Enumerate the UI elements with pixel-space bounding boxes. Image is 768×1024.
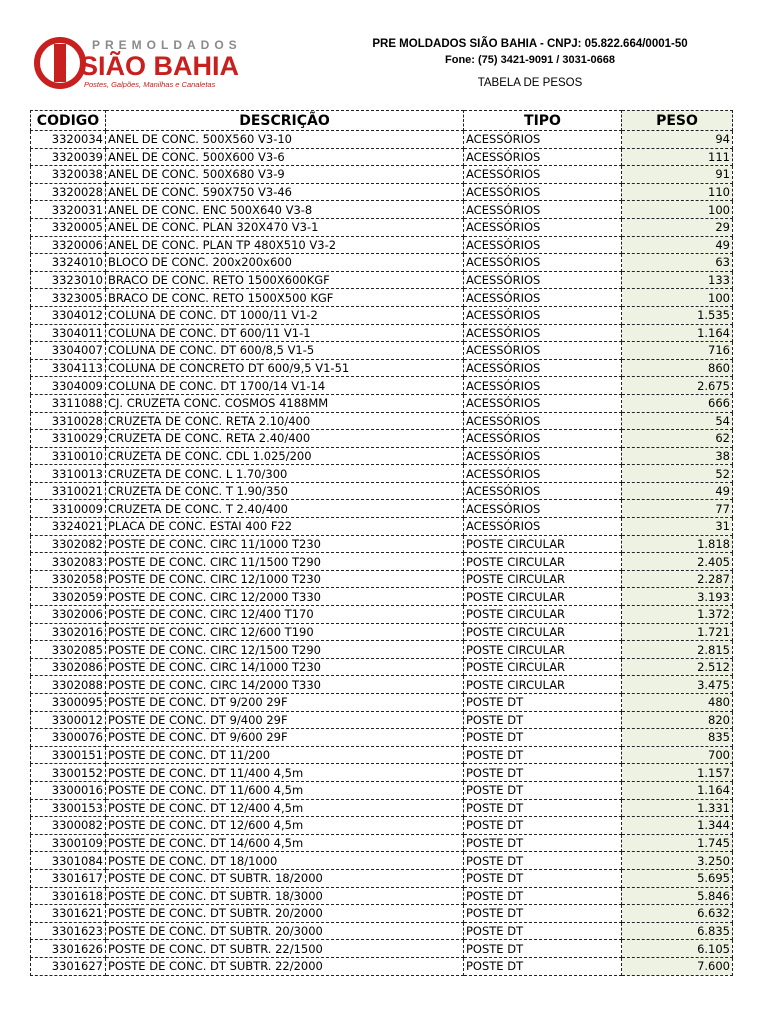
cell-descricao: CRUZETA DE CONC. RETA 2.40/400 bbox=[106, 430, 464, 448]
table-row bbox=[31, 658, 733, 676]
cell-codigo: 3300076 bbox=[31, 729, 106, 747]
table-row bbox=[31, 394, 733, 412]
cell-tipo: ACESSÓRIOS bbox=[464, 447, 622, 465]
cell-peso: 111 bbox=[622, 148, 733, 166]
cell-codigo: 3300151 bbox=[31, 746, 106, 764]
cell-tipo: ACESSÓRIOS bbox=[464, 236, 622, 254]
cell-tipo: POSTE DT bbox=[464, 729, 622, 747]
cell-peso: 716 bbox=[622, 342, 733, 360]
table-row bbox=[31, 342, 733, 360]
cell-codigo: 3311088 bbox=[31, 394, 106, 412]
cell-peso: 2.675 bbox=[622, 377, 733, 395]
cell-codigo: 3304011 bbox=[31, 324, 106, 342]
cell-peso: 1.745 bbox=[622, 834, 733, 852]
cell-descricao: POSTE DE CONC. CIRC 12/2000 T330 bbox=[106, 588, 464, 606]
table-row bbox=[31, 764, 733, 782]
cell-codigo: 3300016 bbox=[31, 781, 106, 799]
cell-codigo: 3304012 bbox=[31, 306, 106, 324]
cell-codigo: 3301084 bbox=[31, 852, 106, 870]
cell-peso: 62 bbox=[622, 430, 733, 448]
cell-tipo: ACESSÓRIOS bbox=[464, 306, 622, 324]
cell-descricao: BRACO DE CONC. RETO 1500X500 KGF bbox=[106, 289, 464, 307]
cell-codigo: 3301618 bbox=[31, 887, 106, 905]
cell-descricao: POSTE DE CONC. CIRC 14/2000 T330 bbox=[106, 676, 464, 694]
table-row bbox=[31, 535, 733, 553]
company-phone-line: Fone: (75) 3421-9091 / 3031-0668 bbox=[445, 54, 615, 66]
cell-peso: 1.331 bbox=[622, 799, 733, 817]
table-row bbox=[31, 957, 733, 975]
cell-codigo: 3301617 bbox=[31, 869, 106, 887]
cell-descricao: ANEL DE CONC. 500X560 V3-10 bbox=[106, 131, 464, 149]
table-row bbox=[31, 799, 733, 817]
cell-codigo: 3320039 bbox=[31, 148, 106, 166]
cell-codigo: 3324021 bbox=[31, 518, 106, 536]
cell-tipo: POSTE CIRCULAR bbox=[464, 606, 622, 624]
cell-codigo: 3310028 bbox=[31, 412, 106, 430]
cell-codigo: 3310021 bbox=[31, 482, 106, 500]
cell-descricao: CRUZETA DE CONC. CDL 1.025/200 bbox=[106, 447, 464, 465]
cell-codigo: 3302088 bbox=[31, 676, 106, 694]
cell-peso: 63 bbox=[622, 254, 733, 272]
cell-peso: 2.815 bbox=[622, 641, 733, 659]
cell-peso: 3.475 bbox=[622, 676, 733, 694]
table-header-row bbox=[31, 111, 733, 131]
cell-tipo: POSTE CIRCULAR bbox=[464, 658, 622, 676]
table-row bbox=[31, 430, 733, 448]
cell-codigo: 3300012 bbox=[31, 711, 106, 729]
cell-codigo: 3302016 bbox=[31, 623, 106, 641]
logo-big-text: SIÃO BAHIA bbox=[80, 51, 240, 81]
cell-tipo: ACESSÓRIOS bbox=[464, 342, 622, 360]
table-row bbox=[31, 922, 733, 940]
cell-codigo: 3323005 bbox=[31, 289, 106, 307]
cell-tipo: ACESSÓRIOS bbox=[464, 377, 622, 395]
cell-codigo: 3301623 bbox=[31, 922, 106, 940]
cell-tipo: ACESSÓRIOS bbox=[464, 430, 622, 448]
cell-descricao: POSTE DE CONC. DT 9/200 29F bbox=[106, 694, 464, 712]
table-row bbox=[31, 711, 733, 729]
cell-peso: 5.695 bbox=[622, 869, 733, 887]
table-row bbox=[31, 500, 733, 518]
cell-codigo: 3304007 bbox=[31, 342, 106, 360]
company-name-line: PRE MOLDADOS SIÃO BAHIA - CNPJ: 05.822.664/0001-50 bbox=[372, 38, 688, 50]
cell-codigo: 3304113 bbox=[31, 359, 106, 377]
table-row bbox=[31, 570, 733, 588]
table-row bbox=[31, 254, 733, 272]
cell-descricao: POSTE DE CONC. DT SUBTR. 18/2000 bbox=[106, 869, 464, 887]
cell-descricao: POSTE DE CONC. DT SUBTR. 18/3000 bbox=[106, 887, 464, 905]
cell-peso: 6.105 bbox=[622, 940, 733, 958]
cell-descricao: COLUNA DE CONCRETO DT 600/9,5 V1-51 bbox=[106, 359, 464, 377]
cell-peso: 1.372 bbox=[622, 606, 733, 624]
table-row bbox=[31, 746, 733, 764]
cell-tipo: POSTE DT bbox=[464, 694, 622, 712]
header-codigo: CODIGO bbox=[31, 111, 106, 131]
table-row bbox=[31, 729, 733, 747]
cell-tipo: POSTE DT bbox=[464, 817, 622, 835]
table-row bbox=[31, 465, 733, 483]
cell-codigo: 3320034 bbox=[31, 131, 106, 149]
cell-tipo: ACESSÓRIOS bbox=[464, 166, 622, 184]
cell-peso: 2.287 bbox=[622, 570, 733, 588]
table-row bbox=[31, 817, 733, 835]
cell-tipo: ACESSÓRIOS bbox=[464, 359, 622, 377]
cell-descricao: POSTE DE CONC. DT 11/400 4,5m bbox=[106, 764, 464, 782]
cell-descricao: POSTE DE CONC. DT 14/600 4,5m bbox=[106, 834, 464, 852]
cell-peso: 1.344 bbox=[622, 817, 733, 835]
cell-codigo: 3300153 bbox=[31, 799, 106, 817]
table-row bbox=[31, 940, 733, 958]
cell-tipo: ACESSÓRIOS bbox=[464, 148, 622, 166]
cell-codigo: 3324010 bbox=[31, 254, 106, 272]
cell-descricao: CRUZETA DE CONC. T 1.90/350 bbox=[106, 482, 464, 500]
cell-descricao: POSTE DE CONC. DT SUBTR. 20/2000 bbox=[106, 905, 464, 923]
table-row bbox=[31, 306, 733, 324]
cell-tipo: POSTE DT bbox=[464, 746, 622, 764]
cell-codigo: 3320028 bbox=[31, 183, 106, 201]
cell-peso: 1.535 bbox=[622, 306, 733, 324]
weights-table bbox=[30, 110, 733, 976]
cell-codigo: 3300082 bbox=[31, 817, 106, 835]
company-logo bbox=[34, 34, 274, 92]
cell-peso: 860 bbox=[622, 359, 733, 377]
cell-codigo: 3310029 bbox=[31, 430, 106, 448]
table-row bbox=[31, 606, 733, 624]
cell-tipo: ACESSÓRIOS bbox=[464, 500, 622, 518]
cell-peso: 666 bbox=[622, 394, 733, 412]
cell-descricao: BLOCO DE CONC. 200x200x600 bbox=[106, 254, 464, 272]
cell-tipo: ACESSÓRIOS bbox=[464, 324, 622, 342]
table-row bbox=[31, 183, 733, 201]
cell-descricao: POSTE DE CONC. CIRC 11/1000 T230 bbox=[106, 535, 464, 553]
cell-tipo: ACESSÓRIOS bbox=[464, 394, 622, 412]
cell-peso: 480 bbox=[622, 694, 733, 712]
table-row bbox=[31, 166, 733, 184]
cell-descricao: BRACO DE CONC. RETO 1500X600KGF bbox=[106, 271, 464, 289]
table-row bbox=[31, 201, 733, 219]
cell-codigo: 3302085 bbox=[31, 641, 106, 659]
table-row bbox=[31, 553, 733, 571]
cell-peso: 6.835 bbox=[622, 922, 733, 940]
cell-codigo: 3320006 bbox=[31, 236, 106, 254]
table-row bbox=[31, 694, 733, 712]
cell-tipo: ACESSÓRIOS bbox=[464, 518, 622, 536]
cell-peso: 49 bbox=[622, 236, 733, 254]
cell-tipo: POSTE CIRCULAR bbox=[464, 676, 622, 694]
cell-tipo: POSTE CIRCULAR bbox=[464, 535, 622, 553]
cell-peso: 94 bbox=[622, 131, 733, 149]
cell-tipo: POSTE DT bbox=[464, 764, 622, 782]
table-row bbox=[31, 518, 733, 536]
cell-peso: 1.164 bbox=[622, 324, 733, 342]
cell-peso: 1.721 bbox=[622, 623, 733, 641]
cell-codigo: 3302059 bbox=[31, 588, 106, 606]
cell-peso: 7.600 bbox=[622, 957, 733, 975]
cell-peso: 77 bbox=[622, 500, 733, 518]
cell-codigo: 3302006 bbox=[31, 606, 106, 624]
table-row bbox=[31, 869, 733, 887]
table-row bbox=[31, 412, 733, 430]
cell-codigo: 3310010 bbox=[31, 447, 106, 465]
table-row bbox=[31, 834, 733, 852]
table-row bbox=[31, 905, 733, 923]
cell-peso: 52 bbox=[622, 465, 733, 483]
cell-descricao: PLACA DE CONC. ESTAI 400 F22 bbox=[106, 518, 464, 536]
cell-codigo: 3310009 bbox=[31, 500, 106, 518]
cell-tipo: ACESSÓRIOS bbox=[464, 201, 622, 219]
cell-peso: 100 bbox=[622, 289, 733, 307]
cell-descricao: POSTE DE CONC. CIRC 12/400 T170 bbox=[106, 606, 464, 624]
cell-codigo: 3301621 bbox=[31, 905, 106, 923]
cell-tipo: POSTE DT bbox=[464, 711, 622, 729]
cell-codigo: 3310013 bbox=[31, 465, 106, 483]
cell-descricao: COLUNA DE CONC. DT 600/11 V1-1 bbox=[106, 324, 464, 342]
table-row bbox=[31, 676, 733, 694]
cell-peso: 2.405 bbox=[622, 553, 733, 571]
cell-tipo: ACESSÓRIOS bbox=[464, 131, 622, 149]
cell-peso: 1.818 bbox=[622, 535, 733, 553]
cell-descricao: ANEL DE CONC. 500X680 V3-9 bbox=[106, 166, 464, 184]
cell-descricao: COLUNA DE CONC. DT 1000/11 V1-2 bbox=[106, 306, 464, 324]
table-row bbox=[31, 887, 733, 905]
table-row bbox=[31, 218, 733, 236]
cell-descricao: POSTE DE CONC. CIRC 12/1000 T230 bbox=[106, 570, 464, 588]
cell-descricao: POSTE DE CONC. CIRC 12/600 T190 bbox=[106, 623, 464, 641]
cell-codigo: 3304009 bbox=[31, 377, 106, 395]
header-tipo: TIPO bbox=[464, 111, 622, 131]
header-peso: PESO bbox=[622, 111, 733, 131]
cell-tipo: POSTE DT bbox=[464, 957, 622, 975]
cell-tipo: POSTE CIRCULAR bbox=[464, 570, 622, 588]
cell-descricao: POSTE DE CONC. DT 12/400 4,5m bbox=[106, 799, 464, 817]
table-row bbox=[31, 377, 733, 395]
cell-tipo: POSTE DT bbox=[464, 781, 622, 799]
cell-descricao: POSTE DE CONC. CIRC 14/1000 T230 bbox=[106, 658, 464, 676]
table-row bbox=[31, 482, 733, 500]
cell-descricao: CJ. CRUZETA CONC. COSMOS 4188MM bbox=[106, 394, 464, 412]
table-row bbox=[31, 641, 733, 659]
cell-codigo: 3320038 bbox=[31, 166, 106, 184]
cell-descricao: POSTE DE CONC. DT 9/600 29F bbox=[106, 729, 464, 747]
logo-bar-icon bbox=[54, 44, 66, 82]
cell-tipo: POSTE CIRCULAR bbox=[464, 641, 622, 659]
cell-tipo: ACESSÓRIOS bbox=[464, 412, 622, 430]
table-row bbox=[31, 852, 733, 870]
cell-tipo: POSTE DT bbox=[464, 922, 622, 940]
cell-tipo: POSTE DT bbox=[464, 799, 622, 817]
cell-descricao: POSTE DE CONC. DT SUBTR. 22/2000 bbox=[106, 957, 464, 975]
cell-tipo: POSTE DT bbox=[464, 905, 622, 923]
cell-peso: 54 bbox=[622, 412, 733, 430]
cell-descricao: ANEL DE CONC. 590X750 V3-46 bbox=[106, 183, 464, 201]
cell-codigo: 3302086 bbox=[31, 658, 106, 676]
table-row bbox=[31, 781, 733, 799]
cell-descricao: POSTE DE CONC. DT 12/600 4,5m bbox=[106, 817, 464, 835]
cell-descricao: POSTE DE CONC. DT 18/1000 bbox=[106, 852, 464, 870]
cell-descricao: POSTE DE CONC. DT 9/400 29F bbox=[106, 711, 464, 729]
cell-descricao: CRUZETA DE CONC. RETA 2.10/400 bbox=[106, 412, 464, 430]
cell-peso: 110 bbox=[622, 183, 733, 201]
cell-peso: 49 bbox=[622, 482, 733, 500]
cell-tipo: POSTE DT bbox=[464, 834, 622, 852]
table-row bbox=[31, 359, 733, 377]
table-row bbox=[31, 236, 733, 254]
cell-peso: 1.157 bbox=[622, 764, 733, 782]
cell-tipo: POSTE CIRCULAR bbox=[464, 623, 622, 641]
cell-tipo: POSTE DT bbox=[464, 940, 622, 958]
cell-tipo: ACESSÓRIOS bbox=[464, 254, 622, 272]
cell-descricao: POSTE DE CONC. DT SUBTR. 22/1500 bbox=[106, 940, 464, 958]
cell-descricao: CRUZETA DE CONC. T 2.40/400 bbox=[106, 500, 464, 518]
cell-peso: 31 bbox=[622, 518, 733, 536]
cell-codigo: 3300152 bbox=[31, 764, 106, 782]
table-row bbox=[31, 289, 733, 307]
cell-tipo: ACESSÓRIOS bbox=[464, 183, 622, 201]
cell-tipo: POSTE CIRCULAR bbox=[464, 588, 622, 606]
table-row bbox=[31, 148, 733, 166]
cell-tipo: POSTE DT bbox=[464, 887, 622, 905]
cell-codigo: 3301627 bbox=[31, 957, 106, 975]
cell-tipo: POSTE DT bbox=[464, 869, 622, 887]
cell-descricao: COLUNA DE CONC. DT 600/8,5 V1-5 bbox=[106, 342, 464, 360]
cell-descricao: POSTE DE CONC. CIRC 12/1500 T290 bbox=[106, 641, 464, 659]
cell-peso: 835 bbox=[622, 729, 733, 747]
table-row bbox=[31, 324, 733, 342]
cell-descricao: POSTE DE CONC. CIRC 11/1500 T290 bbox=[106, 553, 464, 571]
document-title: TABELA DE PESOS bbox=[477, 77, 583, 89]
logo-small-text: PREMOLDADOS bbox=[92, 38, 242, 52]
table-body bbox=[31, 131, 733, 976]
table-row bbox=[31, 588, 733, 606]
cell-tipo: ACESSÓRIOS bbox=[464, 218, 622, 236]
cell-codigo: 3320005 bbox=[31, 218, 106, 236]
cell-codigo: 3323010 bbox=[31, 271, 106, 289]
cell-tipo: ACESSÓRIOS bbox=[464, 465, 622, 483]
table-row bbox=[31, 623, 733, 641]
cell-peso: 91 bbox=[622, 166, 733, 184]
cell-descricao: ANEL DE CONC. PLAN 320X470 V3-1 bbox=[106, 218, 464, 236]
cell-peso: 133 bbox=[622, 271, 733, 289]
cell-peso: 820 bbox=[622, 711, 733, 729]
cell-codigo: 3302082 bbox=[31, 535, 106, 553]
cell-peso: 100 bbox=[622, 201, 733, 219]
cell-descricao: ANEL DE CONC. 500X600 V3-6 bbox=[106, 148, 464, 166]
cell-tipo: POSTE DT bbox=[464, 852, 622, 870]
table-row bbox=[31, 131, 733, 149]
header-descricao: DESCRIÇÃO bbox=[106, 111, 464, 131]
cell-descricao: POSTE DE CONC. DT 11/200 bbox=[106, 746, 464, 764]
cell-peso: 1.164 bbox=[622, 781, 733, 799]
cell-tipo: POSTE CIRCULAR bbox=[464, 553, 622, 571]
cell-peso: 29 bbox=[622, 218, 733, 236]
cell-descricao: ANEL DE CONC. PLAN TP 480X510 V3-2 bbox=[106, 236, 464, 254]
cell-codigo: 3302058 bbox=[31, 570, 106, 588]
cell-descricao: POSTE DE CONC. DT 11/600 4,5m bbox=[106, 781, 464, 799]
cell-peso: 700 bbox=[622, 746, 733, 764]
cell-peso: 5.846 bbox=[622, 887, 733, 905]
cell-tipo: ACESSÓRIOS bbox=[464, 289, 622, 307]
table-row bbox=[31, 447, 733, 465]
cell-codigo: 3320031 bbox=[31, 201, 106, 219]
table-row bbox=[31, 271, 733, 289]
cell-codigo: 3300095 bbox=[31, 694, 106, 712]
cell-codigo: 3300109 bbox=[31, 834, 106, 852]
cell-peso: 38 bbox=[622, 447, 733, 465]
cell-peso: 2.512 bbox=[622, 658, 733, 676]
cell-codigo: 3302083 bbox=[31, 553, 106, 571]
cell-descricao: ANEL DE CONC. ENC 500X640 V3-8 bbox=[106, 201, 464, 219]
cell-peso: 3.193 bbox=[622, 588, 733, 606]
cell-tipo: ACESSÓRIOS bbox=[464, 271, 622, 289]
cell-tipo: ACESSÓRIOS bbox=[464, 482, 622, 500]
cell-descricao: CRUZETA DE CONC. L 1.70/300 bbox=[106, 465, 464, 483]
cell-peso: 6.632 bbox=[622, 905, 733, 923]
cell-peso: 3.250 bbox=[622, 852, 733, 870]
logo-tagline: Postes, Galpões, Manilhas e Canaletas bbox=[84, 80, 216, 89]
cell-descricao: COLUNA DE CONC. DT 1700/14 V1-14 bbox=[106, 377, 464, 395]
cell-codigo: 3301626 bbox=[31, 940, 106, 958]
cell-descricao: POSTE DE CONC. DT SUBTR. 20/3000 bbox=[106, 922, 464, 940]
